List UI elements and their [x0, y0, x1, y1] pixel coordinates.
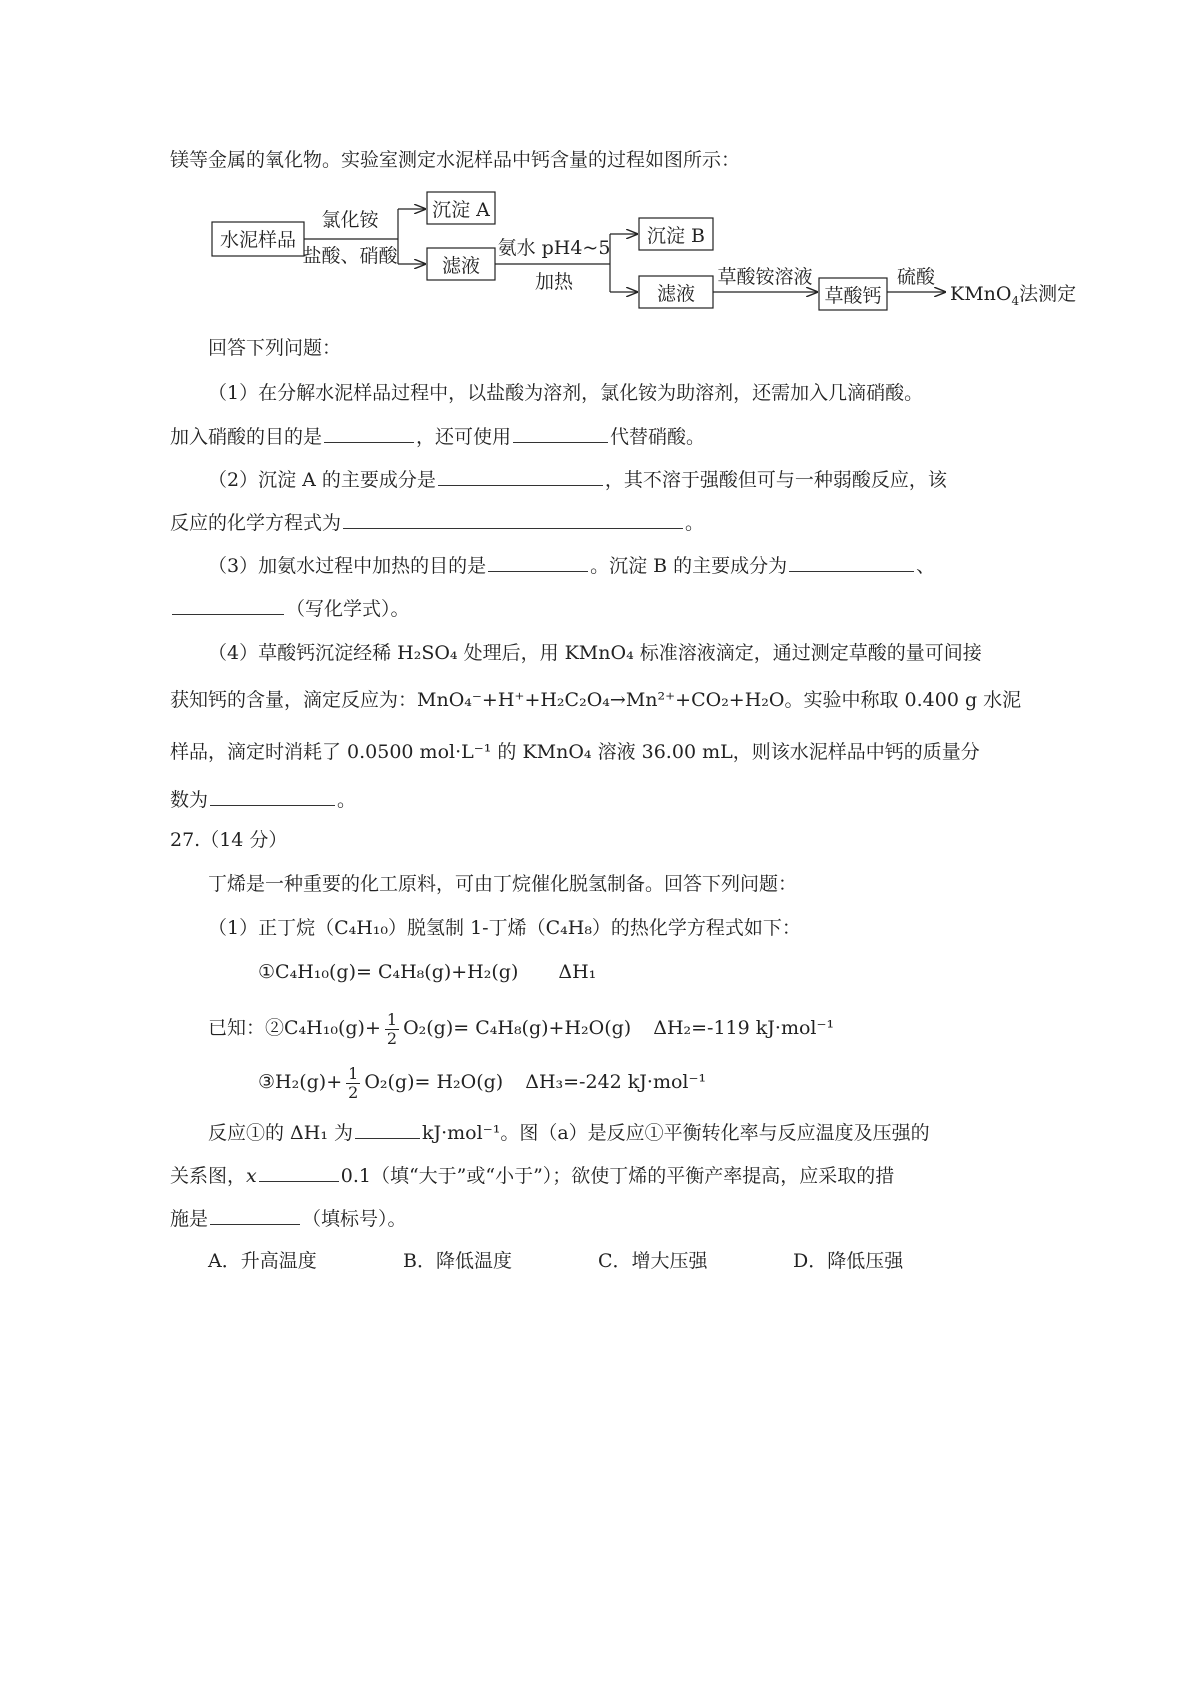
- answer-blank[interactable]: [513, 424, 608, 443]
- sample-label: 水泥样品: [219, 229, 297, 251]
- option-d[interactable]: D．降低压强: [793, 1250, 904, 1272]
- filtrate2-label: 滤液: [656, 283, 696, 305]
- reagent1-bottom: 盐酸、硝酸: [302, 245, 398, 267]
- answer-blank[interactable]: [210, 1206, 300, 1225]
- fraction-half: $\frac{1}{2}$: [348, 1063, 359, 1102]
- flowchart: [0, 182, 1200, 322]
- reagent2-bottom: 加热: [534, 271, 574, 293]
- q26-p2-line2: 反应的化学方程式为 。: [170, 512, 705, 534]
- q26-p1-line1: （1）在分解水泥样品过程中，以盐酸为溶剂，氯化铵为助溶剂，还需加入几滴硝酸。: [208, 382, 924, 404]
- answer-blank[interactable]: [259, 1163, 339, 1182]
- q27-p1: （1）正丁烷（C₄H₁₀）脱氢制 1-丁烯（C₄H₈）的热化学方程式如下：: [208, 917, 801, 939]
- q27-q-line1: 反应①的 ΔH₁ 为 kJ·mol⁻¹。图（a）是反应①平衡转化率与反应温度及压强的: [208, 1122, 930, 1144]
- q26-p4-line1: （4）草酸钙沉淀经稀 H₂SO₄ 处理后，用 KMnO₄ 标准溶液滴定，通过测定草酸的量可间接: [208, 642, 982, 664]
- answer-blank[interactable]: [488, 553, 588, 572]
- q27-header: 27.（14 分）: [170, 829, 288, 851]
- reagent1-top: 氯化铵: [321, 209, 379, 231]
- q26-p3-line2: （写化学式）。: [170, 596, 410, 621]
- option-a[interactable]: A．升高温度: [208, 1250, 317, 1272]
- answer-blank[interactable]: [210, 787, 335, 806]
- q26-p1-line2: 加入硝酸的目的是 ，还可使用 代替硝酸。: [170, 426, 706, 448]
- filtrate1-label: 滤液: [441, 255, 481, 277]
- titration-equation: MnO₄⁻+H⁺+H₂C₂O₄→Mn²⁺+CO₂+H₂O: [417, 689, 785, 711]
- reagent4-label: 硫酸: [896, 266, 936, 288]
- answer-blank[interactable]: [343, 510, 683, 529]
- q26-p3-line1: （3）加氨水过程中加热的目的是 。沉淀 B 的主要成分为 、: [208, 555, 936, 577]
- q26-p4-line4: 数为 。: [170, 789, 357, 811]
- q26-p4-line3: 样品，滴定时消耗了 0.0500 mol·L⁻¹ 的 KMnO₄ 溶液 36.00 mL，则该水泥样品中钙的质量分: [170, 741, 980, 763]
- equation-1: ①C₄H₁₀(g)= C₄H₈(g)+H₂(g) ΔH₁: [258, 961, 597, 983]
- q27-q-line3: 施是 （填标号）。: [170, 1208, 407, 1230]
- intro-line: 镁等金属的氧化物。实验室测定水泥样品中钙含量的过程如图所示：: [170, 149, 741, 171]
- answer-blank[interactable]: [355, 1120, 420, 1139]
- option-b[interactable]: B．降低温度: [403, 1250, 512, 1272]
- end-label: KMnO$_4$法测定: [950, 283, 1077, 308]
- precipitate-b-label: 沉淀 B: [646, 225, 706, 247]
- option-c[interactable]: C．增大压强: [598, 1250, 708, 1272]
- reagent3-label: 草酸铵溶液: [717, 266, 813, 288]
- reagent2-top: 氨水 pH4~5: [497, 237, 611, 259]
- answer-blank[interactable]: [789, 553, 914, 572]
- fraction-half: $\frac{1}{2}$: [386, 1009, 398, 1048]
- calcium-oxalate-label: 草酸钙: [824, 285, 882, 307]
- answer-blank[interactable]: [172, 596, 284, 615]
- q27-intro: 丁烯是一种重要的化工原料，可由丁烷催化脱氢制备。回答下列问题：: [208, 873, 798, 895]
- precipitate-a-label: 沉淀 A: [432, 199, 490, 221]
- equation-2: 已知：②C₄H₁₀(g)+ $\frac{1}{2}$ O₂(g)= C₄H₈(g)+H₂O(g) ΔH₂=-119 kJ·mol⁻¹: [208, 1009, 835, 1048]
- answer-blank[interactable]: [324, 424, 414, 443]
- q27-q-line2: 关系图，x 0.1（填“大于”或“小于”）；欲使丁烯的平衡产率提高，应采取的措: [170, 1165, 895, 1187]
- q26-p2-line1: （2）沉淀 A 的主要成分是 ，其不溶于强酸但可与一种弱酸反应，该: [208, 469, 947, 491]
- q26-p4-line2: 获知钙的含量，滴定反应为：MnO₄⁻+H⁺+H₂C₂O₄→Mn²⁺+CO₂+H₂O。实验中称取 0.400 g 水泥: [170, 689, 1022, 711]
- q26-prompt: 回答下列问题：: [208, 337, 342, 359]
- equation-3: ③H₂(g)+ $\frac{1}{2}$ O₂(g)= H₂O(g) ΔH₃=-242 kJ·mol⁻¹: [258, 1063, 707, 1102]
- answer-blank[interactable]: [438, 467, 603, 486]
